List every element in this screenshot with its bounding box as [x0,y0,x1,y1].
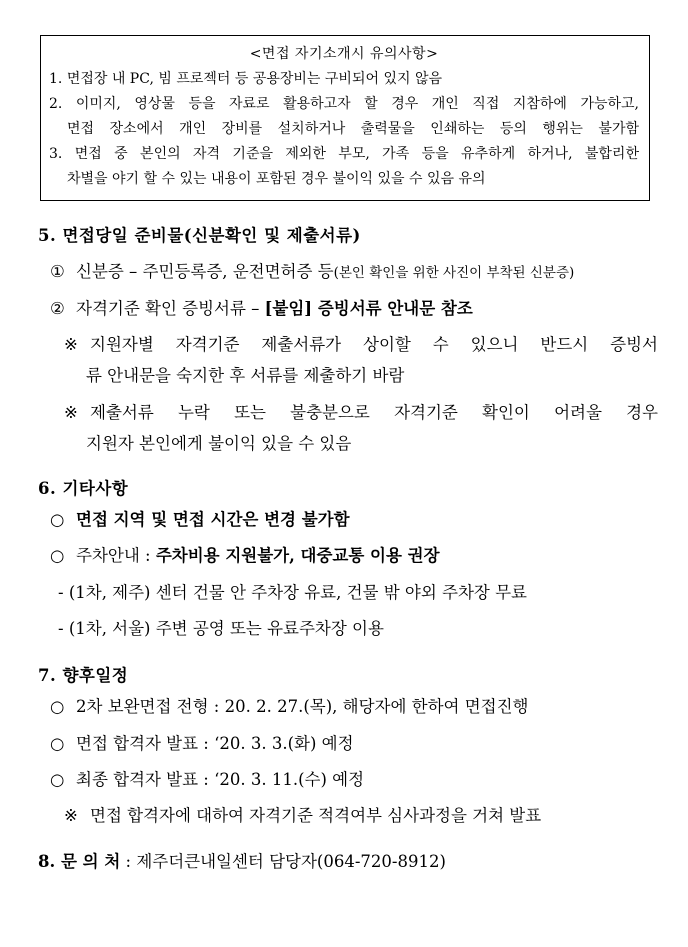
notice-item-1 [49,67,639,92]
section-7-item-1 [50,693,658,721]
section-5-note-2-line-2: 지원자 본인에게 불이익 있을 수 있음 [86,434,352,453]
section-6-item-2 [50,542,658,570]
section-7-item-3-text: 최종 합격자 발표 : ‘20. 3. 11.(수) 예정 [76,770,365,789]
section-6-item-2-bold: 주차비용 지원불가, 대중교통 이용 권장 [155,546,440,565]
section-5-item-2 [50,295,658,323]
section-7-item-2-text: 면접 합격자 발표 : ‘20. 3. 3.(화) 예정 [76,734,354,753]
section-8-contact: : 제주더큰내일센터 담당자(064-720-8912) [120,852,446,871]
notice-item-text: 이미지, 영상물 등을 자료로 활용하고자 할 경우 개인 직접 지참하에 가능하고, [75,96,639,112]
section-5-item-2-bold: [붙임] 증빙서류 안내문 참조 [264,299,473,318]
section-5-item-1 [50,258,658,286]
section-7-heading: 7. 향후일정 [38,666,129,685]
section-6-item-1 [50,506,658,534]
section-7-item-2 [50,730,658,758]
notice-box [40,35,650,201]
circle-bullet-icon: ○ [50,770,65,789]
reference-mark-icon: ※ [64,403,78,422]
section-6-item-1-bold: 면접 지역 및 면접 시간은 변경 불가함 [76,510,350,529]
circle-bullet-icon: ○ [50,734,65,753]
section-5-item-2-text: 자격기준 확인 증빙서류 – [76,299,265,318]
section-5-item-1-text: 신분증 – 주민등록증, 운전면허증 등 [76,262,334,281]
section-8-heading: 8. 문 의 처 [38,852,121,871]
notice-item-text: 면접 중 본인의 자격 기준을 제외한 부모, 가족 등을 유추하게 하거나, 불합리한 [74,146,639,162]
notice-item-number: 3. [49,146,63,162]
section-7-item-1-text: 2차 보완면접 전형 : 20. 2. 27.(목), 해당자에 한하여 면접진행 [76,697,529,716]
section-5-note-1 [64,331,658,359]
notice-item-number: 2. [49,96,63,112]
section-5-note-1-line-1: 지원자별 자격기준 제출서류가 상이할 수 있으니 반드시 증빙서 [90,335,658,354]
section-6-item-2-text: 주차안내 : [76,546,156,565]
section-8 [38,848,658,876]
notice-item-number: 1. [49,71,63,87]
notice-title: <면접 자기소개시 유의사항> [249,46,439,62]
circle-bullet-icon: ○ [50,510,65,529]
circle-bullet-icon: ○ [50,697,65,716]
section-6-sub-2: - (1차, 서울) 주변 공영 또는 유료주차장 이용 [58,619,384,638]
section-5-note-2 [64,399,658,427]
notice-item-2 [49,92,639,117]
circled-one-icon: ① [50,262,65,281]
notice-item-3 [49,142,639,167]
section-5-note-2-line-1: 제출서류 누락 또는 불충분으로 자격기준 확인이 어려울 경우 [90,403,658,422]
notice-item-2-continued: 면접 장소에서 개인 장비를 설치하거나 출력물을 인쇄하는 등의 행위는 불가함 [67,121,639,137]
section-7-note-text: 면접 합격자에 대하여 자격기준 적격여부 심사과정을 거쳐 발표 [90,806,542,825]
section-5-note-1-line-2: 류 안내문을 숙지한 후 서류를 제출하기 바람 [86,366,405,385]
section-5-item-1-note: (본인 확인을 위한 사진이 부착된 신분증) [333,265,575,281]
notice-item-3-continued: 차별을 야기 할 수 있는 내용이 포함된 경우 불이익 있을 수 있음 유의 [67,171,486,187]
section-5-heading: 5. 면접당일 준비물(신분확인 및 제출서류) [38,226,361,245]
reference-mark-icon: ※ [64,806,78,825]
circle-bullet-icon: ○ [50,546,65,565]
section-6-sub-1: - (1차, 제주) 센터 건물 안 주차장 유료, 건물 밖 야외 주차장 무료 [58,583,527,602]
section-7-item-3 [50,766,658,794]
reference-mark-icon: ※ [64,335,78,354]
circled-two-icon: ② [50,299,65,318]
section-6-heading: 6. 기타사항 [38,479,129,498]
section-7-note [64,802,658,830]
notice-item-text: 면접장 내 PC, 빔 프로젝터 등 공용장비는 구비되어 있지 않음 [66,71,442,87]
